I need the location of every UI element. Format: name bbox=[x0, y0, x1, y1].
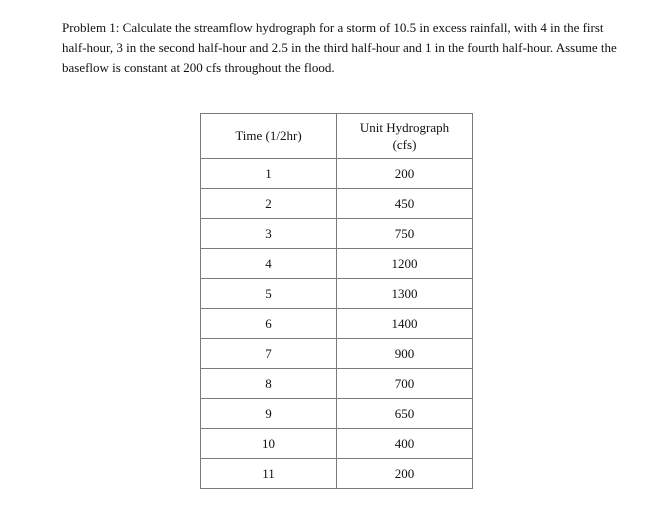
unit-hydrograph-cell: 1400 bbox=[337, 309, 473, 339]
table-row bbox=[201, 459, 473, 489]
unit-hydrograph-cell: 700 bbox=[337, 369, 473, 399]
table-row bbox=[201, 159, 473, 189]
unit-hydrograph-cell: 1300 bbox=[337, 279, 473, 309]
table-row bbox=[201, 339, 473, 369]
unit-hydrograph-cell: 200 bbox=[337, 159, 473, 189]
time-cell: 10 bbox=[201, 429, 337, 459]
problem-statement: Problem 1: Calculate the streamflow hydrograph for a storm of 10.5 in excess rainfall, with 4 in the first half-hour, 3 in the second half-hour and 2.5 in the third half-hour and 1 in the fourth half-hour. Assume the baseflow is constant at 200 cfs throughout the flood. bbox=[62, 20, 617, 75]
time-cell: 7 bbox=[201, 339, 337, 369]
unit-hydrograph-cell: 900 bbox=[337, 339, 473, 369]
unit-hydrograph-cell: 650 bbox=[337, 399, 473, 429]
table-row bbox=[201, 279, 473, 309]
time-cell: 1 bbox=[201, 159, 337, 189]
unit-hydrograph-cell: 200 bbox=[337, 459, 473, 489]
time-cell: 4 bbox=[201, 249, 337, 279]
table-row bbox=[201, 429, 473, 459]
unit-hydrograph-header-unit: (cfs) bbox=[392, 137, 417, 152]
unit-hydrograph-header-title: Unit Hydrograph bbox=[359, 120, 450, 135]
table-row bbox=[201, 219, 473, 249]
table-row bbox=[201, 309, 473, 339]
time-cell: 5 bbox=[201, 279, 337, 309]
unit-hydrograph-table bbox=[200, 113, 473, 489]
time-cell: 2 bbox=[201, 189, 337, 219]
table-row bbox=[201, 399, 473, 429]
time-column-header: Time (1/2hr) bbox=[201, 114, 337, 159]
table-row bbox=[201, 249, 473, 279]
time-cell: 9 bbox=[201, 399, 337, 429]
unit-hydrograph-cell: 1200 bbox=[337, 249, 473, 279]
time-cell: 11 bbox=[201, 459, 337, 489]
unit-hydrograph-cell: 450 bbox=[337, 189, 473, 219]
unit-hydrograph-column-header bbox=[337, 114, 473, 159]
unit-hydrograph-cell: 750 bbox=[337, 219, 473, 249]
table-row bbox=[201, 189, 473, 219]
time-cell: 8 bbox=[201, 369, 337, 399]
unit-hydrograph-cell: 400 bbox=[337, 429, 473, 459]
time-cell: 3 bbox=[201, 219, 337, 249]
table-header-row bbox=[201, 114, 473, 159]
table-row bbox=[201, 369, 473, 399]
time-cell: 6 bbox=[201, 309, 337, 339]
